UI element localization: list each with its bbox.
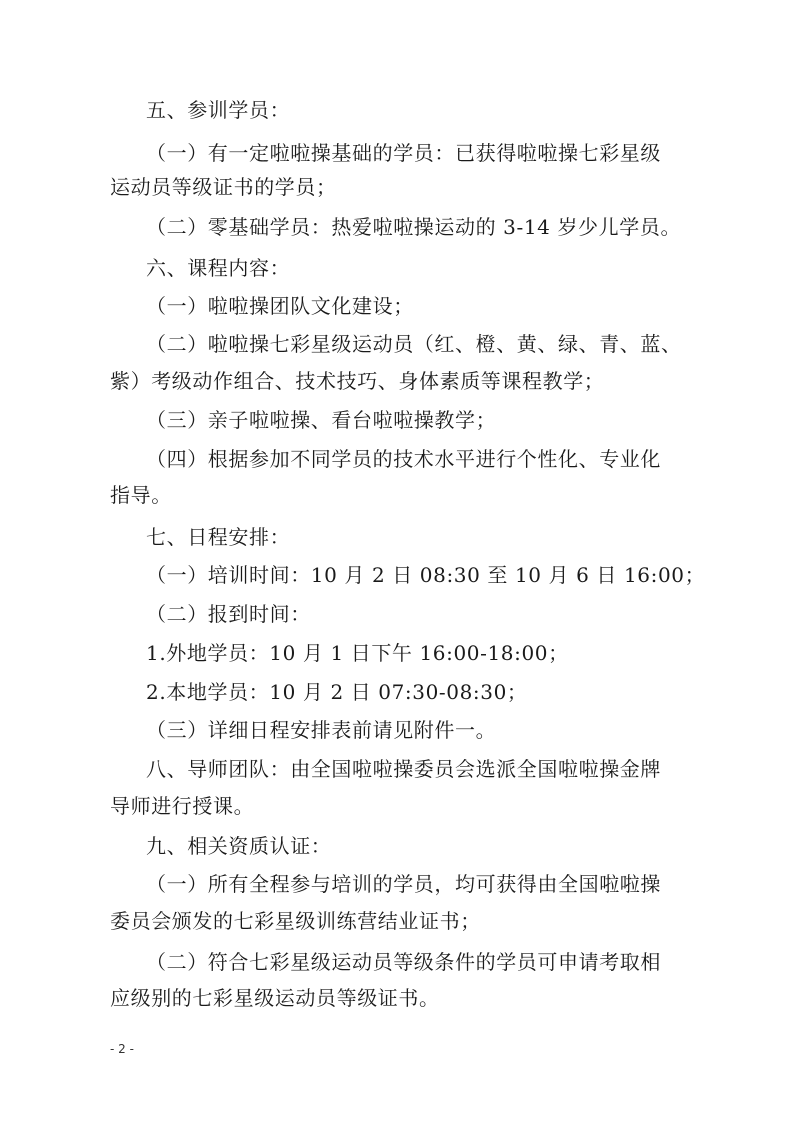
section-eight-heading: 八、导师团队：由全国啦啦操委员会选派全国啦啦操金牌 <box>146 757 661 781</box>
paragraph-line: （二）零基础学员：热爱啦啦操运动的 3-14 岁少儿学员。 <box>146 215 682 239</box>
paragraph-line: 2.本地学员：10 月 2 日 07:30-08:30； <box>146 680 528 704</box>
page-number: - 2 - <box>110 1042 134 1056</box>
paragraph-line: （三）详细日程安排表前请见附件一。 <box>146 718 497 742</box>
paragraph-line: （四）根据参加不同学员的技术水平进行个性化、专业化 <box>146 447 661 471</box>
paragraph-line: （三）亲子啦啦操、看台啦啦操教学； <box>146 408 497 432</box>
paragraph-line: 1.外地学员：10 月 1 日下午 16:00-18:00； <box>146 641 569 665</box>
section-seven-heading: 七、日程安排： <box>146 525 291 549</box>
paragraph-line: （二）报到时间： <box>146 602 311 626</box>
paragraph-line: 应级别的七彩星级运动员等级证书。 <box>110 986 440 1010</box>
paragraph-line: （二）符合七彩星级运动员等级条件的学员可申请考取相 <box>146 950 661 974</box>
section-nine-heading: 九、相关资质认证： <box>146 834 332 858</box>
paragraph-line: （一）啦啦操团队文化建设； <box>146 294 414 318</box>
paragraph-line: （一）培训时间：10 月 2 日 08:30 至 10 月 6 日 16:00； <box>146 563 706 587</box>
paragraph-line: 紫）考级动作组合、技术技巧、身体素质等课程教学； <box>110 369 605 393</box>
section-five-heading: 五、参训学员： <box>146 98 291 122</box>
paragraph-line: （一）所有全程参与培训的学员，均可获得由全国啦啦操 <box>146 872 661 896</box>
paragraph-line: 导师进行授课。 <box>110 794 255 818</box>
section-six-heading: 六、课程内容： <box>146 256 291 280</box>
paragraph-line: （二）啦啦操七彩星级运动员（红、橙、黄、绿、青、蓝、 <box>146 332 682 356</box>
paragraph-line: 委员会颁发的七彩星级训练营结业证书； <box>110 909 481 933</box>
paragraph-line: 运动员等级证书的学员； <box>110 175 337 199</box>
paragraph-line: 指导。 <box>110 483 172 507</box>
paragraph-line: （一）有一定啦啦操基础的学员：已获得啦啦操七彩星级 <box>146 141 661 165</box>
